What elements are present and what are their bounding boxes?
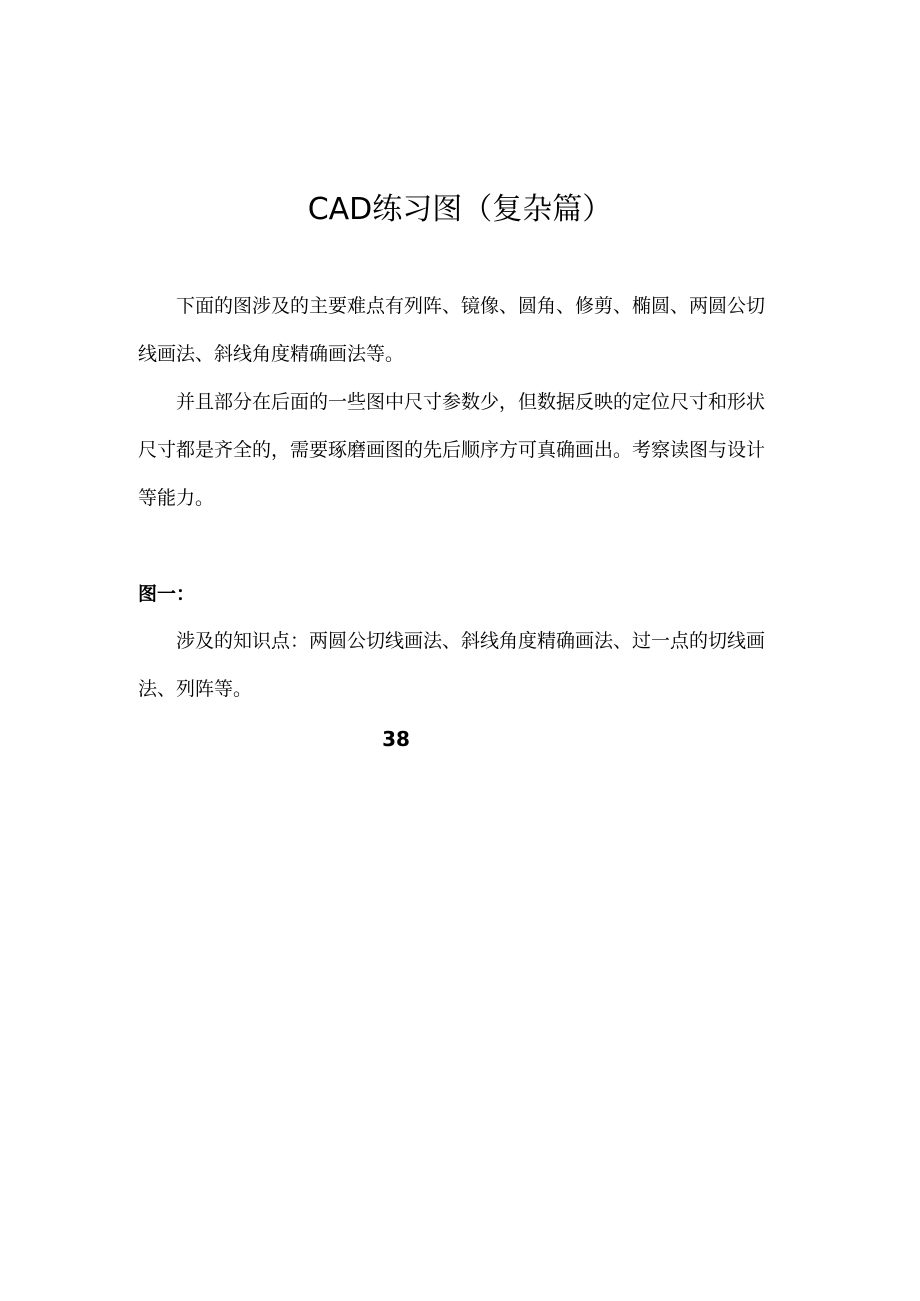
intro-paragraph-2: 并且部分在后面的一些图中尺寸参数少，但数据反映的定位尺寸和形状尺寸都是齐全的，需要琢磨画图的先后顺序方可真确画出。考察读图与设计等能力。 <box>138 391 766 509</box>
intro-paragraph-1: 下面的图涉及的主要难点有列阵、镜像、圆角、修剪、椭圆、两圆公切线画法、斜线角度精确画法等。 <box>138 295 766 365</box>
page-number: 38 <box>382 727 410 751</box>
section-paragraph: 涉及的知识点：两圆公切线画法、斜线角度精确画法、过一点的切线画法、列阵等。 <box>138 630 766 700</box>
section-heading: 图一： <box>138 583 196 605</box>
document-title: CAD练习图（复杂篇） <box>307 192 613 227</box>
